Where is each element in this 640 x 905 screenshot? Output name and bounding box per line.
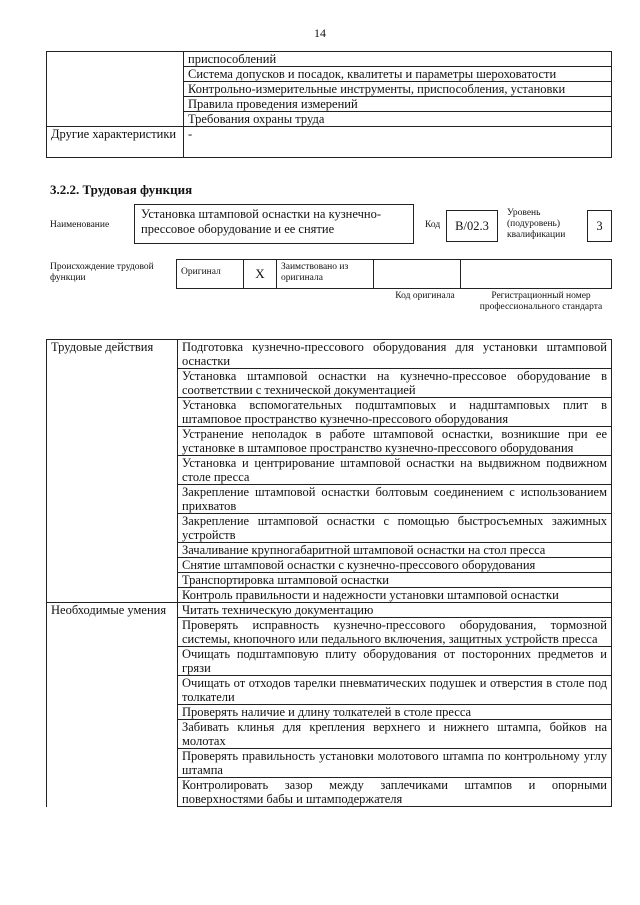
table-cell: Система допусков и посадок, квалитеты и параметры шероховатости — [184, 67, 612, 82]
section-heading: 3.2.2. Трудовая функция — [50, 182, 193, 197]
action-item: Закрепление штамповой оснастки с помощью быстросъемных зажимных устройств — [178, 514, 612, 543]
action-item: Транспортировка штамповой оснастки — [178, 573, 612, 588]
code-field: B/02.3 — [446, 210, 498, 242]
skill-item: Контролировать зазор между заплечиками штампов и опорными поверхностями бабы и штамподержателя — [178, 778, 612, 807]
action-item: Установка и центрирование штамповой оснастки на выдвижном подвижном столе пресса — [178, 456, 612, 485]
code-caption: Код оригинала — [395, 291, 455, 301]
table-row — [47, 127, 612, 158]
name-label: Наименование — [50, 220, 110, 230]
other-characteristics-label: Другие характеристики — [47, 127, 184, 158]
action-item: Устранение неполадок в работе штамповой оснастки, возникшие при ее установке в штамповое пространство кузнечно-прессового оборудования — [178, 427, 612, 456]
table-cell: приспособлений — [184, 52, 612, 67]
action-item: Контроль правильности и надежности установки штамповой оснастки — [178, 588, 612, 603]
original-label-cell: Оригинал — [176, 259, 244, 289]
knowledge-table — [46, 51, 612, 158]
level-label: Уровень (подуровень) квалификации — [507, 208, 566, 240]
original-code-cell — [373, 259, 461, 289]
table-row — [47, 52, 612, 67]
function-name-field: Установка штамповой оснастки на кузнечно-прессовое оборудование и ее снятие — [134, 204, 414, 244]
other-characteristics-value: - — [184, 127, 612, 158]
skill-item: Проверять исправность кузнечно-прессового оборудования, тормозной системы, кнопочного или педального включения, защитных устройств пресса — [178, 618, 612, 647]
registration-number-cell — [460, 259, 612, 289]
table-cell: Контрольно-измерительные инструменты, приспособления, установки — [184, 82, 612, 97]
origin-label: Происхождение трудовой функции — [50, 262, 154, 283]
registration-caption: Регистрационный номер профессионального стандарта — [479, 291, 603, 312]
borrowed-label-cell: Заимствовано из оригинала — [276, 259, 374, 289]
skills-label: Необходимые умения — [47, 603, 178, 807]
page-number: 14 — [314, 26, 326, 40]
actions-label: Трудовые действия — [47, 340, 178, 603]
action-item: Снятие штамповой оснастки с кузнечно-прессового оборудования — [178, 558, 612, 573]
skill-item: Проверять наличие и длину толкателей в столе пресса — [178, 705, 612, 720]
level-field: 3 — [587, 210, 612, 242]
original-mark: X — [243, 259, 277, 289]
code-label: Код — [425, 220, 441, 230]
action-item: Зачаливание крупногабаритной штамповой оснастки на стол пресса — [178, 543, 612, 558]
origin-row — [176, 259, 612, 289]
skill-item: Очищать от отходов тарелки пневматических подушек и отверстия в столе под толкатели — [178, 676, 612, 705]
action-item: Закрепление штамповой оснастки болтовым соединением с использованием прихватов — [178, 485, 612, 514]
action-item: Подготовка кузнечно-прессового оборудования для установки штамповой оснастки — [178, 340, 612, 369]
knowledge-label-cell — [47, 52, 184, 127]
action-item: Установка вспомогательных подштамповых и надштамповых плит в штамповое пространство кузнечно-прессового оборудования — [178, 398, 612, 427]
skill-item: Забивать клинья для крепления верхнего и нижнего штампа, бойков на молотах — [178, 720, 612, 749]
skill-item: Проверять правильность установки молотового штампа по контрольному углу штампа — [178, 749, 612, 778]
table-cell: Требования охраны труда — [184, 112, 612, 127]
skill-item: Очищать подштамповую плиту оборудования от посторонних предметов и грязи — [178, 647, 612, 676]
labor-function-table — [46, 339, 612, 807]
table-cell: Правила проведения измерений — [184, 97, 612, 112]
skill-item: Читать техническую документацию — [178, 603, 612, 618]
action-item: Установка штамповой оснастки на кузнечно-прессовое оборудование в соответствии с технической документацией — [178, 369, 612, 398]
table-row — [47, 603, 612, 618]
table-row — [47, 340, 612, 369]
